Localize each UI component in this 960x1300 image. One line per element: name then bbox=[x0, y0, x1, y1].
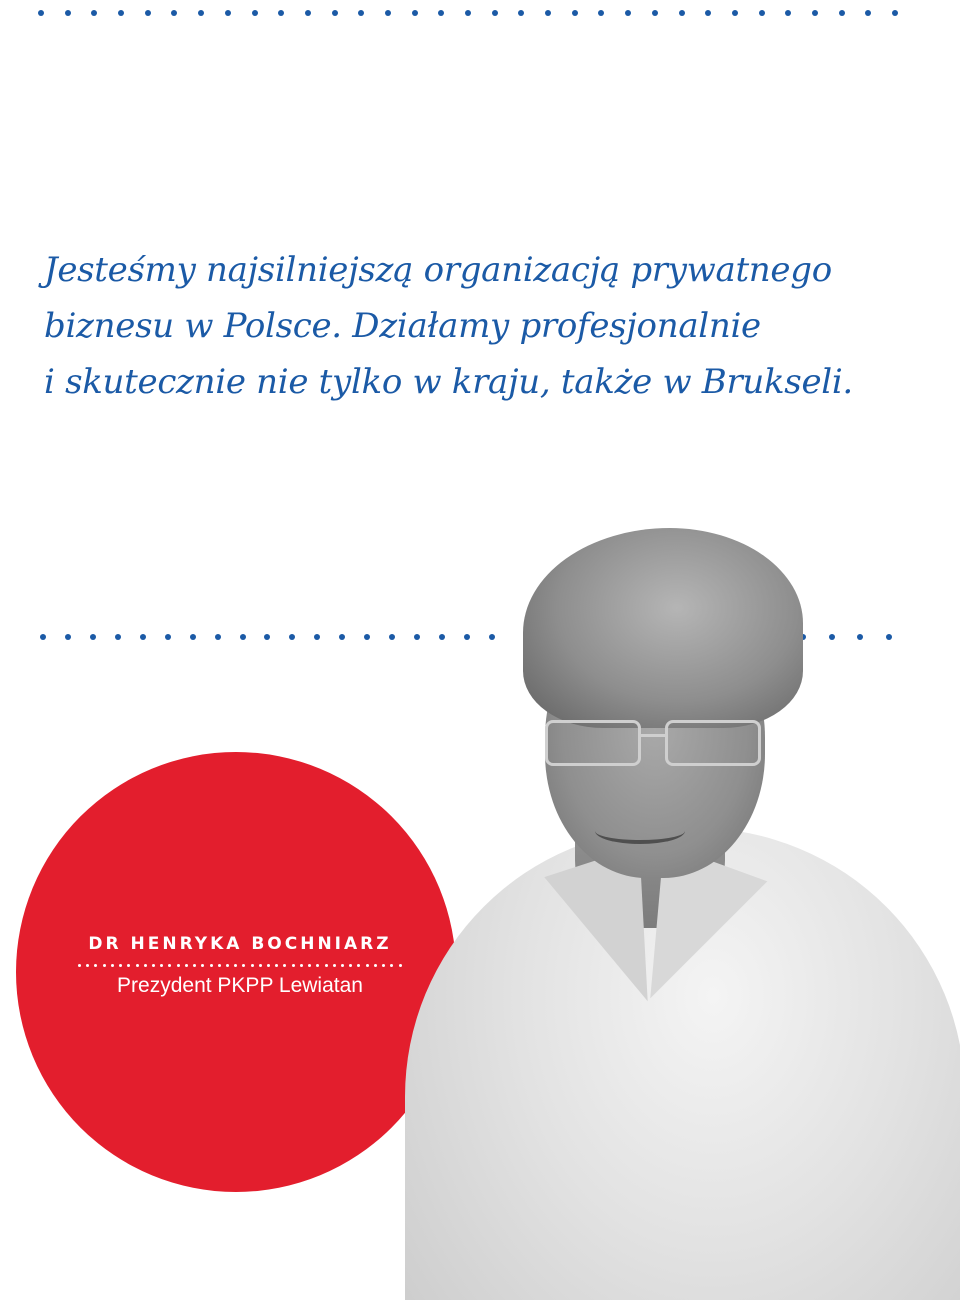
dot bbox=[625, 10, 631, 16]
dot bbox=[366, 964, 369, 967]
dot bbox=[264, 634, 270, 640]
dot bbox=[111, 964, 114, 967]
dot bbox=[190, 634, 196, 640]
dot bbox=[185, 964, 188, 967]
dot bbox=[65, 10, 71, 16]
dot bbox=[305, 10, 311, 16]
portrait-hair bbox=[523, 528, 803, 728]
dot bbox=[308, 964, 311, 967]
dot bbox=[759, 10, 765, 16]
dot bbox=[339, 634, 345, 640]
portrait-glasses bbox=[545, 720, 775, 764]
dot bbox=[314, 634, 320, 640]
quote-text bbox=[44, 242, 924, 410]
dot bbox=[240, 634, 246, 640]
dot bbox=[103, 964, 106, 967]
dot bbox=[215, 634, 221, 640]
dot bbox=[198, 10, 204, 16]
dot bbox=[283, 964, 286, 967]
dot bbox=[267, 964, 270, 967]
dot bbox=[242, 964, 245, 967]
dot bbox=[251, 964, 254, 967]
dot bbox=[598, 10, 604, 16]
dot bbox=[465, 10, 471, 16]
person-name: DR HENRYKA BOCHNIARZ bbox=[88, 934, 392, 954]
dot bbox=[140, 634, 146, 640]
dot bbox=[177, 964, 180, 967]
dot bbox=[374, 964, 377, 967]
dot bbox=[234, 964, 237, 967]
dot bbox=[259, 964, 262, 967]
dot bbox=[90, 634, 96, 640]
dot bbox=[115, 634, 121, 640]
dot bbox=[289, 634, 295, 640]
dot bbox=[839, 10, 845, 16]
dot bbox=[382, 964, 385, 967]
dot bbox=[127, 964, 130, 967]
dot bbox=[119, 964, 122, 967]
dot bbox=[545, 10, 551, 16]
dot bbox=[438, 10, 444, 16]
dot bbox=[572, 10, 578, 16]
person-caption bbox=[72, 932, 408, 999]
dot bbox=[412, 10, 418, 16]
dot bbox=[518, 10, 524, 16]
dot bbox=[91, 10, 97, 16]
dot bbox=[171, 10, 177, 16]
dot bbox=[193, 964, 196, 967]
dot bbox=[40, 634, 46, 640]
dot bbox=[136, 964, 139, 967]
dot bbox=[218, 964, 221, 967]
dot bbox=[679, 10, 685, 16]
quote-line-2: biznesu w Polsce. Działamy profesjonalnie bbox=[44, 306, 761, 346]
dot bbox=[201, 964, 204, 967]
dot bbox=[300, 964, 303, 967]
dot bbox=[160, 964, 163, 967]
dot bbox=[732, 10, 738, 16]
dot bbox=[145, 10, 151, 16]
dot bbox=[86, 964, 89, 967]
dot bbox=[390, 964, 393, 967]
dot bbox=[812, 10, 818, 16]
dot bbox=[275, 964, 278, 967]
dot bbox=[252, 10, 258, 16]
dot bbox=[358, 10, 364, 16]
dot bbox=[210, 964, 213, 967]
dot bbox=[333, 964, 336, 967]
dot bbox=[349, 964, 352, 967]
dot bbox=[38, 10, 44, 16]
dot bbox=[325, 964, 328, 967]
dot bbox=[118, 10, 124, 16]
dot bbox=[364, 634, 370, 640]
dot bbox=[225, 10, 231, 16]
dot bbox=[168, 964, 171, 967]
dot bbox=[65, 634, 71, 640]
dot bbox=[492, 10, 498, 16]
dot bbox=[332, 10, 338, 16]
dot bbox=[652, 10, 658, 16]
dot bbox=[94, 964, 97, 967]
dot bbox=[165, 634, 171, 640]
quote-line-1: Jesteśmy najsilniejszą organizacją prywatnego bbox=[44, 250, 832, 290]
top-dotted-rule bbox=[38, 8, 898, 18]
dot bbox=[144, 964, 147, 967]
dot bbox=[316, 964, 319, 967]
dot bbox=[152, 964, 155, 967]
dot bbox=[357, 964, 360, 967]
dot bbox=[292, 964, 295, 967]
portrait-smile bbox=[595, 818, 685, 844]
dot bbox=[705, 10, 711, 16]
quote-line-3: i skutecznie nie tylko w kraju, także w Brukseli. bbox=[44, 362, 853, 402]
person-role: Prezydent PKPP Lewiatan bbox=[117, 974, 363, 997]
portrait-photo bbox=[395, 528, 960, 1300]
dot bbox=[892, 10, 898, 16]
dot bbox=[278, 10, 284, 16]
dot bbox=[385, 10, 391, 16]
dot bbox=[78, 964, 81, 967]
dot bbox=[399, 964, 402, 967]
caption-dotted-separator bbox=[78, 964, 402, 967]
dot bbox=[865, 10, 871, 16]
dot bbox=[341, 964, 344, 967]
dot bbox=[785, 10, 791, 16]
dot bbox=[226, 964, 229, 967]
